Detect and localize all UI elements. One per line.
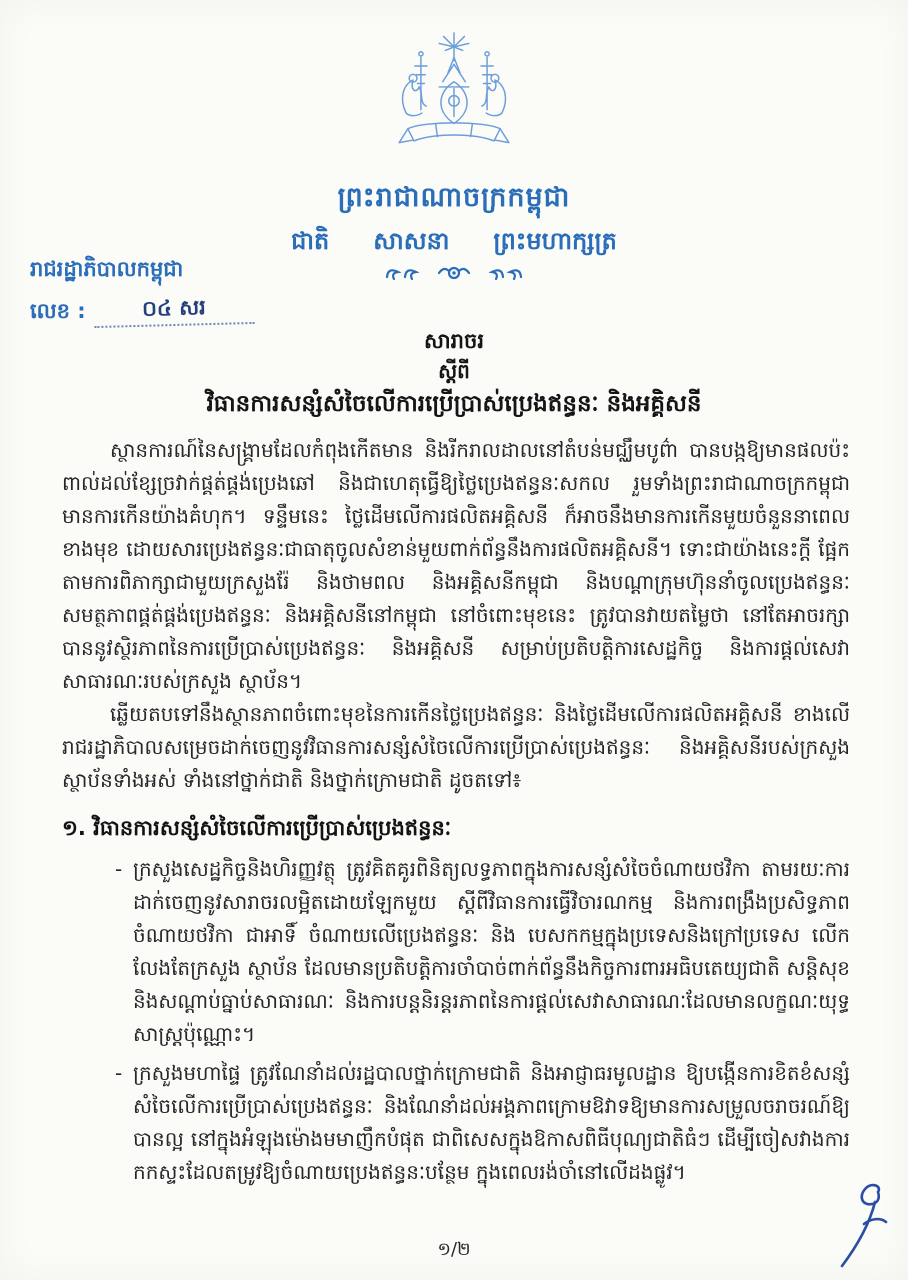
title-block [0, 326, 908, 422]
motto-word-nation: ជាតិ [291, 227, 330, 255]
motto-word-religion: សាសនា [373, 227, 450, 255]
motto-word-king: ព្រះមហាក្សត្រ [493, 227, 617, 255]
document-type: សារាចរ [424, 329, 484, 353]
section-1-heading: ១. វិធានការសន្សំសំចៃលើការប្រើប្រាស់ប្រេងឥន្ធនៈ [62, 816, 452, 840]
signature-initial [826, 1180, 890, 1272]
document-body [62, 434, 850, 1189]
paragraph-2: ឆ្លើយតបទៅនឹងស្ថានភាពចំពោះមុខនៃការកើនថ្លៃប្រេងឥន្ធនៈ និងថ្លៃដើមលើការផលិតអគ្គិសនី ខាងលើ រាជរដ្ឋាភិបាលសម្រេចដាក់ចេញនូវវិធានការសន្សំសំចៃលើការប្រើប្រាស់ប្រេងឥន្ធនៈ និងអគ្គិសនីរបស់ក្រសួង ស្ថាប័នទាំងអស់ ទាំងនៅថ្នាក់ជាតិ និងថ្នាក់ក្រោមជាតិ ដូចតទៅ៖ [62, 702, 850, 792]
national-motto [0, 224, 908, 258]
list-item [62, 853, 850, 1051]
issuer-title: រាជរដ្ឋាភិបាលកម្ពុជា [30, 257, 184, 281]
regarding-label: ស្តីពី [438, 359, 470, 383]
number-label: លេខ : [30, 299, 86, 323]
reference-block [30, 254, 290, 326]
sun-rays [439, 33, 469, 50]
kingdom-title: ព្រះរាជាណាចក្រកម្ពុជា [337, 182, 571, 213]
paragraph-1: ស្ថានការណ៍នៃសង្គ្រាមដែលកំពុងកើតមាន និងរីករាលដាលនៅតំបន់មជ្ឈឹមបូព៌ា បានបង្កឱ្យមានផលប៉ះពាល់ដល់ខ្សែច្រវាក់ផ្គត់ផ្គង់ប្រេងឆៅ និងជាហេតុធ្វើឱ្យថ្លៃប្រេងឥន្ធនៈសកល រួមទាំងព្រះរាជាណាចក្រកម្ពុជា មានការកើនយ៉ាងគំហុក។ ទន្ទឹមនេះ ថ្លៃដើមលើការផលិតអគ្គិសនី ក៏អាចនឹងមានការកើនមួយចំនួននាពេលខាងមុខ ដោយសារប្រេងឥន្ធនៈជាធាតុចូលសំខាន់មួយពាក់ព័ន្ធនឹងការផលិតអគ្គិសនី។ ទោះជាយ៉ាងនេះក្តី ផ្អែកតាមការពិភាក្សាជាមួយក្រសួងរ៉ែ និងថាមពល និងអគ្គិសនីកម្ពុជា និងបណ្តាក្រុមហ៊ុននាំចូលប្រេងឥន្ធនៈ សមត្ថភាពផ្គត់ផ្គង់ប្រេងឥន្ធនៈ និងអគ្គិសនីនៅកម្ពុជា នៅចំពោះមុខនេះ ត្រូវបានវាយតម្លៃថា នៅតែអាចរក្សាបាននូវស្ថិរភាពនៃការប្រើប្រាស់ប្រេងឥន្ធនៈ និងអគ្គិសនី សម្រាប់ប្រតិបត្តិការសេដ្ឋកិច្ច និងការផ្តល់សេវាសាធារណៈរបស់ក្រសួង ស្ថាប័ន។ [62, 438, 850, 693]
bullet-2-text: ក្រសួងមហាផ្ទៃ ត្រូវណែនាំដល់រដ្ឋបាលថ្នាក់ក្រោមជាតិ និងអាជ្ញាធរមូលដ្ឋាន ឱ្យបង្កើនការខិតខំសន្សំសំចៃលើការប្រើប្រាស់ប្រេងឥន្ធនៈ និងណែនាំដល់អង្គភាពក្រោមឱវាទឱ្យមានការសម្រួលចរាចរណ៍ឱ្យបានល្អ នៅក្នុងអំឡុងម៉ោងមមាញឹកបំផុត ជាពិសេសក្នុងឱកាសពិធីបុណ្យជាតិធំៗ ដើម្បីចៀសវាងការកកស្ទះដែលតម្រូវឱ្យចំណាយប្រេងឥន្ធនៈបន្ថែម ក្នុងពេលរង់ចាំនៅលើដងផ្លូវ។ [133, 1061, 850, 1184]
bullet-1-text: ក្រសួងសេដ្ឋកិច្ចនិងហិរញ្ញវត្ថុ ត្រូវគិតគូរពិនិត្យលទ្ធភាពក្នុងការសន្សំសំចៃចំណាយថវិកា តាមរយៈការដាក់ចេញនូវសារាចរលម្អិតដោយឡែកមួយ ស្តីពីវិធានការធ្វើវិចារណកម្ម និងការពង្រឹងប្រសិទ្ធភាពចំណាយថវិកា ជាអាទិ៍ ចំណាយលើប្រេងឥន្ធនៈ និង បេសកកម្មក្នុងប្រទេសនិងក្រៅប្រទេស លើកលែងតែក្រសួង ស្ថាប័ន ដែលមានប្រតិបត្តិការចាំបាច់ពាក់ព័ន្ធនឹងកិច្ចការពារអធិបតេយ្យជាតិ សន្តិសុខ និងសណ្តាប់ធ្នាប់សាធារណៈ និងការបន្តនិរន្តរភាពនៃការផ្តល់សេវាសាធារណៈដែលមានលក្ខណៈយុទ្ធសាស្ត្រប៉ុណ្ណោះ។ [133, 857, 850, 1046]
document-subject: វិធានការសន្សំសំចៃលើការប្រើប្រាស់ប្រេងឥន្ធនៈ និងអគ្គិសនី [206, 391, 702, 417]
left-lion [402, 74, 426, 115]
royal-header [0, 0, 908, 282]
bullet-dash: - [115, 1061, 123, 1085]
right-lion [482, 74, 506, 115]
handwritten-document-number: ០៤ សរ [93, 292, 254, 328]
bullet-dash: - [115, 857, 123, 881]
document-number-line [30, 294, 290, 326]
royal-arms-emblem-icon [369, 26, 539, 174]
list-item [62, 1057, 850, 1189]
page-number: ១/២ [437, 1239, 471, 1260]
